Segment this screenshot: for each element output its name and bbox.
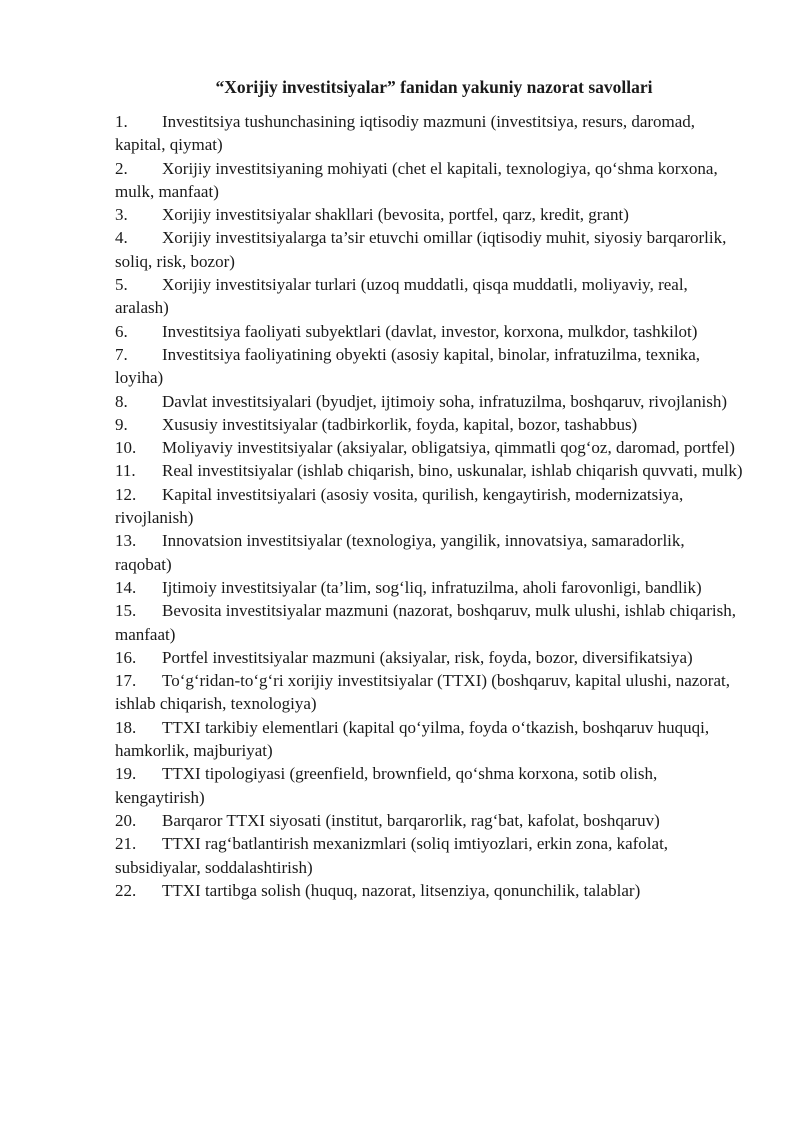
question-text: Xorijiy investitsiyalar turlari (uzoq muddatli, qisqa muddatli, moliyaviy, real, aralash) bbox=[115, 275, 688, 318]
question-text: Xorijiy investitsiyalar shakllari (bevosita, portfel, qarz, kredit, grant) bbox=[162, 205, 629, 225]
question-item bbox=[115, 669, 745, 716]
question-text: Investitsiya faoliyati subyektlari (davlat, investor, korxona, mulkdor, tashkilot) bbox=[162, 321, 698, 341]
document-title: “Xorijiy investitsiyalar” fanidan yakuniy nazorat savollari bbox=[215, 77, 653, 97]
question-item bbox=[115, 157, 745, 204]
question-item bbox=[115, 226, 745, 273]
question-item bbox=[115, 390, 745, 413]
question-number: 7. bbox=[115, 344, 128, 364]
document-page bbox=[115, 76, 745, 902]
question-item bbox=[115, 483, 745, 530]
question-number: 3. bbox=[115, 205, 128, 225]
question-text: Investitsiya tushunchasining iqtisodiy mazmuni (investitsiya, resurs, daromad, kapital, qiymat) bbox=[115, 112, 696, 155]
question-number: 19. bbox=[115, 764, 137, 784]
question-text: Davlat investitsiyalari (byudjet, ijtimoiy soha, infratuzilma, boshqaruv, rivojlanish) bbox=[162, 391, 727, 411]
question-text: Investitsiya faoliyatining obyekti (asosiy kapital, binolar, infratuzilma, texnika, loyiha) bbox=[115, 344, 700, 388]
question-item bbox=[115, 203, 745, 226]
question-text: TTXI rag‘batlantirish mexanizmlari (soliq imtiyozlari, erkin zona, kafolat, subsidiyalar, soddalashtirish) bbox=[115, 834, 669, 877]
question-text: Xorijiy investitsiyaning mohiyati (chet el kapitali, texnologiya, qo‘shma korxona, mulk, manfaat) bbox=[115, 158, 718, 201]
question-number: 8. bbox=[115, 391, 128, 411]
question-list bbox=[115, 110, 745, 902]
question-number: 4. bbox=[115, 228, 128, 248]
question-item bbox=[115, 809, 745, 832]
question-text: Xususiy investitsiyalar (tadbirkorlik, foyda, kapital, bozor, tashabbus) bbox=[162, 414, 638, 434]
question-number: 15. bbox=[115, 601, 137, 621]
question-text: Barqaror TTXI siyosati (institut, barqarorlik, rag‘bat, kafolat, boshqaruv) bbox=[162, 810, 660, 830]
question-number: 2. bbox=[115, 158, 128, 178]
question-item bbox=[115, 110, 745, 157]
question-item bbox=[115, 273, 745, 320]
question-item bbox=[115, 529, 745, 576]
question-number: 14. bbox=[115, 577, 137, 597]
question-number: 9. bbox=[115, 414, 128, 434]
question-item bbox=[115, 436, 745, 459]
question-item bbox=[115, 879, 745, 902]
question-number: 13. bbox=[115, 531, 137, 551]
question-text: Bevosita investitsiyalar mazmuni (nazorat, boshqaruv, mulk ulushi, ishlab chiqarish, manfaat) bbox=[115, 601, 736, 644]
question-text: To‘g‘ridan-to‘g‘ri xorijiy investitsiyalar (TTXI) (boshqaruv, kapital ulushi, nazorat, ishlab chiqarish, texnologiya) bbox=[115, 671, 730, 714]
question-number: 20. bbox=[115, 810, 137, 830]
question-item bbox=[115, 413, 745, 436]
question-item bbox=[115, 832, 745, 879]
question-item bbox=[115, 320, 745, 343]
question-text: TTXI tipologiyasi (greenfield, brownfield, qo‘shma korxona, sotib olish, kengaytirish) bbox=[115, 764, 658, 807]
question-number: 12. bbox=[115, 484, 137, 504]
question-number: 11. bbox=[115, 461, 136, 481]
question-number: 21. bbox=[115, 834, 137, 854]
question-text: Kapital investitsiyalari (asosiy vosita, qurilish, kengaytirish, modernizatsiya, rivojlanish) bbox=[115, 484, 684, 528]
question-text: Moliyaviy investitsiyalar (aksiyalar, obligatsiya, qimmatli qog‘oz, daromad, portfel) bbox=[162, 438, 735, 458]
question-number: 22. bbox=[115, 880, 137, 900]
question-text: TTXI tartibga solish (huquq, nazorat, litsenziya, qonunchilik, talablar) bbox=[162, 880, 641, 900]
question-text: Innovatsion investitsiyalar (texnologiya, yangilik, innovatsiya, samaradorlik, raqobat) bbox=[115, 531, 685, 574]
question-item bbox=[115, 646, 745, 669]
question-number: 18. bbox=[115, 717, 137, 737]
question-text: Real investitsiyalar (ishlab chiqarish, bino, uskunalar, ishlab chiqarish quvvati, mulk) bbox=[162, 461, 743, 481]
question-number: 5. bbox=[115, 275, 128, 295]
question-item bbox=[115, 599, 745, 646]
question-number: 6. bbox=[115, 321, 128, 341]
question-item bbox=[115, 576, 745, 599]
question-item bbox=[115, 716, 745, 763]
question-item bbox=[115, 762, 745, 809]
question-text: Ijtimoiy investitsiyalar (ta’lim, sog‘liq, infratuzilma, aholi farovonligi, bandlik) bbox=[162, 577, 702, 597]
question-item bbox=[115, 459, 745, 482]
question-number: 10. bbox=[115, 438, 137, 458]
question-number: 1. bbox=[115, 112, 128, 131]
question-text: Xorijiy investitsiyalarga ta’sir etuvchi omillar (iqtisodiy muhit, siyosiy barqarorlik, soliq, risk, bozor) bbox=[115, 228, 727, 271]
question-number: 17. bbox=[115, 671, 137, 691]
question-text: Portfel investitsiyalar mazmuni (aksiyalar, risk, foyda, bozor, diversifikatsiya) bbox=[162, 647, 693, 667]
question-item bbox=[115, 343, 745, 390]
question-text: TTXI tarkibiy elementlari (kapital qo‘yilma, foyda o‘tkazish, boshqaruv huquqi, hamkorlik, majburiyat) bbox=[115, 717, 710, 761]
question-number: 16. bbox=[115, 647, 137, 667]
